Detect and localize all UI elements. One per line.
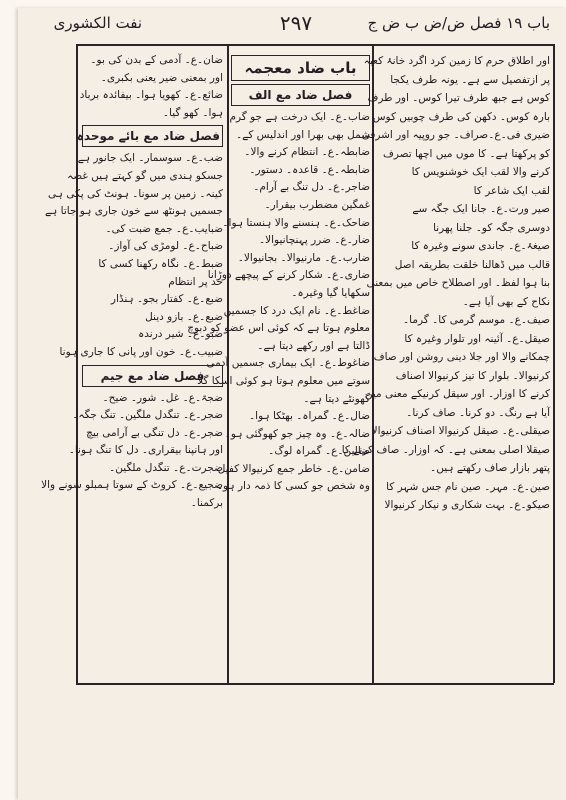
entry-line: جسکو ہندی میں گو کہتے ہیں غصہ (67, 169, 223, 182)
entry-line: کوس ہے جبھ طرف تیرا کوس۔ اور طرف (367, 92, 550, 104)
entry-line: اور اطلاق حرم کا زمین کرد اگرد خانۂ کعبہ (363, 55, 550, 67)
page-number: ۲۹۷ (279, 11, 313, 35)
entry-line: ضباح۔ع۔ لومڑی کی آواز۔ (108, 240, 223, 253)
left-column-top-entries (79, 52, 223, 122)
entry-line: بنا ہوا لفظ۔ اور اصطلاح خاص میں بمعنی (366, 277, 550, 289)
entry-line: چمکانے والا اور جلا دینی روشن اور صاف (373, 351, 550, 363)
fasl-ba-title: فصل ضاد مع بائے موحدہ (82, 125, 223, 147)
entry-line: کو پرکھتا ہے۔ کا موں میں اچھا تصرف (382, 147, 550, 160)
entry-line: ضجیع۔ع۔ کروٹ کے سوتا ہمبلو سونے والا (41, 479, 223, 492)
fasl-jeem-title: فصل ضاد مع جیم (82, 365, 223, 387)
entry-line: صین۔ع۔ مہر۔ صین نام جس شہر کا (386, 480, 550, 493)
entry-line: ہوا۔ کھو گیا۔ (162, 106, 223, 119)
entry-line: ضاب۔ع۔ ایک درخت ہے جو گرم (229, 111, 370, 123)
left-column-jeem-entries (41, 390, 223, 513)
entry-line: کرنے کا اوزار۔ اور سیقل کرنیکے معنی میں (364, 388, 550, 400)
entry-line: صیقلی۔ع۔ صیقل کرنیوالا اصناف کرنیوالا (371, 425, 550, 437)
entry-line: ضار۔ع۔ ضرر پہنچانیوالا۔ (258, 234, 370, 247)
entry-line: جسمیں ہونٹھ سے خون جاری ہو جاتا ہے (44, 205, 223, 218)
entry-line: ضبایب۔ع۔ جمع ضبت کی۔ (105, 222, 223, 235)
entry-line: صیغۂ۔ع۔ جاندی سونے وغیرہ کا (411, 240, 550, 252)
entry-line: ضان۔ع۔ آدمی کے بدن کی بو۔ (90, 54, 223, 66)
entry-line: صیقل۔ع۔ آئینہ اور تلوار وغیرہ کا (404, 332, 550, 345)
entry-line: کرنے والا لقب ایک خوشنویس کا (411, 166, 550, 178)
entry-line: برکمنا۔ (190, 497, 223, 510)
header-section-label: باب ۱۹ فصل ض/ض ب ض ج (367, 14, 550, 32)
left-column (41, 52, 223, 677)
entry-line: ضجرت۔ع۔ تنگدل ملگین۔ (109, 461, 223, 474)
entry-line: ضبع۔ع۔ کفتار بجو۔ ہنڈار (110, 293, 223, 306)
entry-line: ضالین۔ع۔ گمراہ لوگ۔ (268, 445, 370, 458)
fasl-alif-title: فصل ضاد مع الف (231, 84, 370, 106)
entry-line: سوتے میں معلوم ہوتا ہو کوئی اسکا گلا (197, 374, 370, 387)
entry-line: شمل بھی بھرا اور اندلیس کے۔ (236, 128, 370, 141)
entry-line: ضامن۔ع۔ خاطر جمع کرنیوالا کفیل (217, 462, 370, 475)
entry-line: ضاغط۔ع۔ نام ایک درد کا جسمیں (223, 304, 370, 317)
entry-line: ضابطہ۔ع۔ انتظام کرنے والا۔ (244, 146, 370, 159)
entry-line: کینہ۔ زمین پر سونا۔ ہونٹ کی پکی ہی (47, 187, 223, 200)
entry-line: صیقلا اصلی بمعنی ہے۔ کہ اوزار۔ صاف کرنے کا (341, 443, 550, 456)
entry-line: وہ شخص جو کسی کا ذمہ دار ہو۔ (216, 480, 370, 493)
entry-line: ضیری فی۔ع۔صراف۔ جو روپیہ اور اشرفی (361, 129, 550, 141)
entry-line: آیا ہے رنگ۔ دو کرنا۔ صاف کرنا۔ (406, 406, 550, 419)
entry-line: ڈالتا ہے اور رکھے دیتا ہے۔ (257, 339, 370, 352)
top-rule (76, 44, 554, 46)
entry-line: صیکو۔ع۔ بہت شکاری و نیکار کرنیوالا (384, 499, 550, 511)
entry-line: حد پر انتظام (168, 275, 223, 288)
entry-line: ضاری۔ع۔ شکار کرنے کے پیچھے دوڑانا (207, 269, 370, 282)
entry-line: ضبیب۔ع۔ خون اور پانی کا جاری ہونا (59, 345, 223, 358)
entry-line: گھونٹے دیتا ہے۔ (303, 392, 370, 405)
entry-line: ضارب۔ع۔ مارنیوالا۔ بجانیوالا۔ (237, 251, 370, 264)
right-column (341, 52, 550, 677)
entry-line: معلوم ہوتا ہے کہ کوئی اس عضو کو دبوچ (187, 322, 370, 335)
entry-line: صیر ورت۔ع۔ جانا ایک جگہ سے (412, 203, 550, 215)
entry-line: پر ازتفصیل سے ہے۔ یونہ طرف یکجا (390, 73, 550, 86)
left-column-ba-entries (44, 150, 223, 361)
entry-line: ضبع۔ع۔ بازو دینل (145, 310, 223, 323)
entry-line: پتھر بازار صاف رکھتے ہیں۔ (430, 462, 550, 474)
bab-title: باب ضاد معجمہ (231, 55, 370, 81)
entry-line: ضابطہ۔ع۔ قاعدہ۔ دستور۔ (249, 163, 370, 176)
entry-line: ضاحک۔ع۔ ہنسنے والا ہنستا ہوا۔ (222, 216, 370, 229)
header-book-title: نفت الکشوری (53, 14, 142, 32)
entry-line: نکاح کے بھی آیا ہے۔ (462, 295, 550, 308)
entry-line: ضبط۔ع۔ نگاہ رکھنا کسی کا (98, 257, 223, 270)
entry-line: بارہ کوس۔ دکھن کی طرف چوبیں کوس (372, 110, 550, 123)
entry-line: ضجر۔ع۔ دل تنگی بے آرامی بیچ (86, 426, 223, 439)
entry-line: کرنیوالا۔ بلوار کا تیز کرنیوالا اصناف (395, 369, 550, 382)
entry-line: ضال۔ع۔ گمراہ۔ بھٹکا ہوا۔ (249, 410, 370, 423)
entry-line: قالب میں ڈھالنا خلقت بطریقہ اصل (394, 258, 550, 271)
entry-line: لقب ایک شاعر کا (473, 184, 550, 197)
entry-line: سکھایا گیا وغیرہ۔ (291, 286, 370, 299)
entry-line: ضاجر۔ع۔ دل تنگ بے آرام۔ (253, 181, 370, 194)
entry-line: ضبو۔ع۔ شیر درندہ (138, 328, 223, 341)
entry-line: ضجۃ۔ع۔ غل۔ شور۔ ضیح۔ (102, 391, 223, 404)
entry-line: ضائع۔ع۔ کھویا ہوا۔ بیفائدہ برباد (79, 89, 223, 102)
entry-line: ضاغوط۔ع۔ ایک بیماری جسمیں آدمی (206, 357, 370, 370)
entry-line: صیف۔ع۔ موسم گرمی کا۔ گرما۔ (403, 314, 550, 326)
entry-line: اور ہانپنا بیقراری۔ دل کا تنگ ہونا۔ (68, 444, 223, 457)
bottom-rule (76, 683, 554, 685)
entry-line: اور بمعنی ضیر یعنی بکبری۔ (100, 71, 223, 84)
column-border-right (553, 44, 555, 683)
entry-line: ضجر۔ع۔ تنگدل ملگین۔ تنگ جگہ۔ (72, 409, 223, 422)
entry-line: ضب۔ع۔ سوسمار۔ ایک جانور ہے (77, 152, 223, 165)
entry-line: دوسری جگہ کو۔ جلنا پھرنا (433, 221, 550, 234)
entry-line: غمگین مضطرب بیقرار۔ (264, 198, 370, 211)
entry-line: ضالہ۔ع۔ وہ چیز جو کھوگئی ہو۔ (224, 427, 370, 440)
